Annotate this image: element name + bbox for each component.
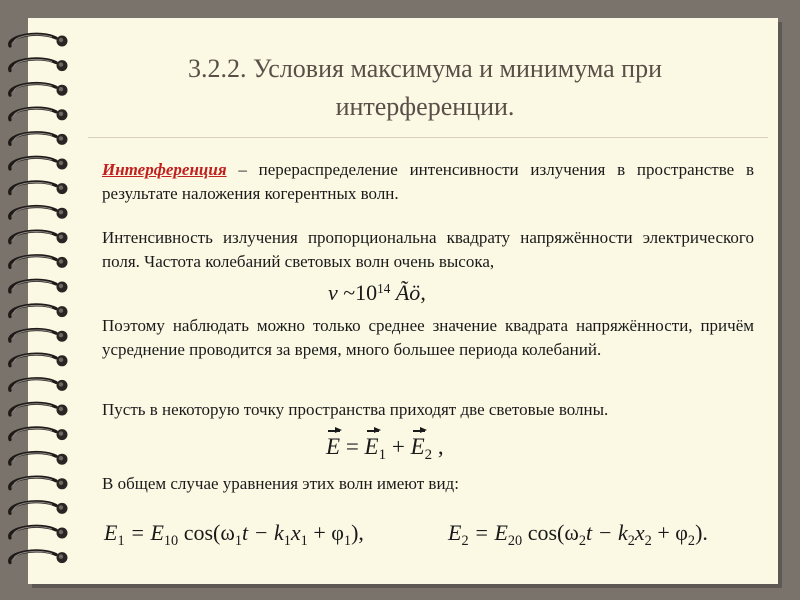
w2-cos: cos(ω — [522, 520, 579, 545]
w2-sub-b: 20 — [507, 533, 523, 549]
intensity-paragraph: Интенсивность излучения пропорциональна квадрату напряжённости электрического поля. Частота колебаний световых волн очень высока, — [102, 228, 754, 271]
slide-title — [90, 50, 760, 126]
w1-phi: + φ — [307, 520, 344, 545]
averaging-paragraph: Поэтому наблюдать можно только среднее значение квадрата напряжённости, причём усреднение проводится за время, много большее периода колебаний. — [102, 316, 754, 359]
w2-close: ). — [695, 520, 708, 545]
w2-e: E — [448, 520, 462, 545]
formula2-comma: , — [432, 434, 444, 459]
w1-sub-b: 10 — [163, 533, 179, 549]
w2-x: x — [634, 520, 645, 545]
vector-e: E — [326, 434, 341, 459]
title-line-2: интерференции. — [335, 92, 515, 121]
two-waves-paragraph: Пусть в некоторую точку пространства приходят две световые волны. — [102, 400, 609, 419]
sub-1: 1 — [378, 447, 387, 464]
w2-sub-d: 2 — [627, 533, 635, 549]
frequency-formula — [328, 280, 426, 306]
w1-e10: = E — [124, 520, 164, 545]
definition-text: – перераспределение интенсивности излучения в пространстве в результате наложения когерентных волн. — [102, 160, 754, 203]
equals: = — [340, 434, 365, 459]
plus: + — [386, 434, 411, 459]
wave1-equation — [104, 520, 364, 550]
term-interference: Интерференция — [102, 160, 227, 179]
nu-symbol: ν — [328, 280, 338, 305]
w1-tk: t − k — [242, 520, 284, 545]
spiral-binding-icon — [0, 0, 80, 600]
w1-sub-f: 1 — [343, 533, 352, 549]
wave2-equation — [448, 520, 708, 550]
w1-sub-c: 1 — [234, 533, 242, 549]
w1-sub-d: 1 — [283, 533, 291, 549]
w2-tk: t − k — [586, 520, 628, 545]
w1-sub-e: 1 — [300, 533, 308, 549]
w2-phi: + φ — [651, 520, 688, 545]
w2-e20: = E — [468, 520, 508, 545]
w1-sub-a: 1 — [117, 533, 125, 549]
w1-cos: cos(ω — [178, 520, 235, 545]
title-divider — [88, 137, 768, 138]
exponent: 14 — [377, 280, 391, 296]
definition-paragraph — [102, 158, 754, 206]
w1-e: E — [104, 520, 118, 545]
title-line-1: 3.2.2. Условия максимума и минимума при — [188, 54, 662, 83]
sub-2: 2 — [424, 447, 433, 464]
approx-ten: ~10 — [343, 280, 378, 305]
superposition-formula — [326, 434, 444, 464]
w1-close: ), — [351, 520, 364, 545]
vector-e1: E — [364, 434, 379, 459]
unit: Ãö — [395, 280, 421, 305]
vector-e2: E — [410, 434, 425, 459]
general-case-paragraph: В общем случае уравнения этих волн имеют вид: — [102, 474, 459, 493]
w2-sub-e: 2 — [644, 533, 652, 549]
w2-sub-a: 2 — [461, 533, 469, 549]
w2-sub-c: 2 — [578, 533, 586, 549]
w1-x: x — [290, 520, 301, 545]
formula1-comma: , — [420, 280, 426, 305]
w2-sub-f: 2 — [687, 533, 696, 549]
